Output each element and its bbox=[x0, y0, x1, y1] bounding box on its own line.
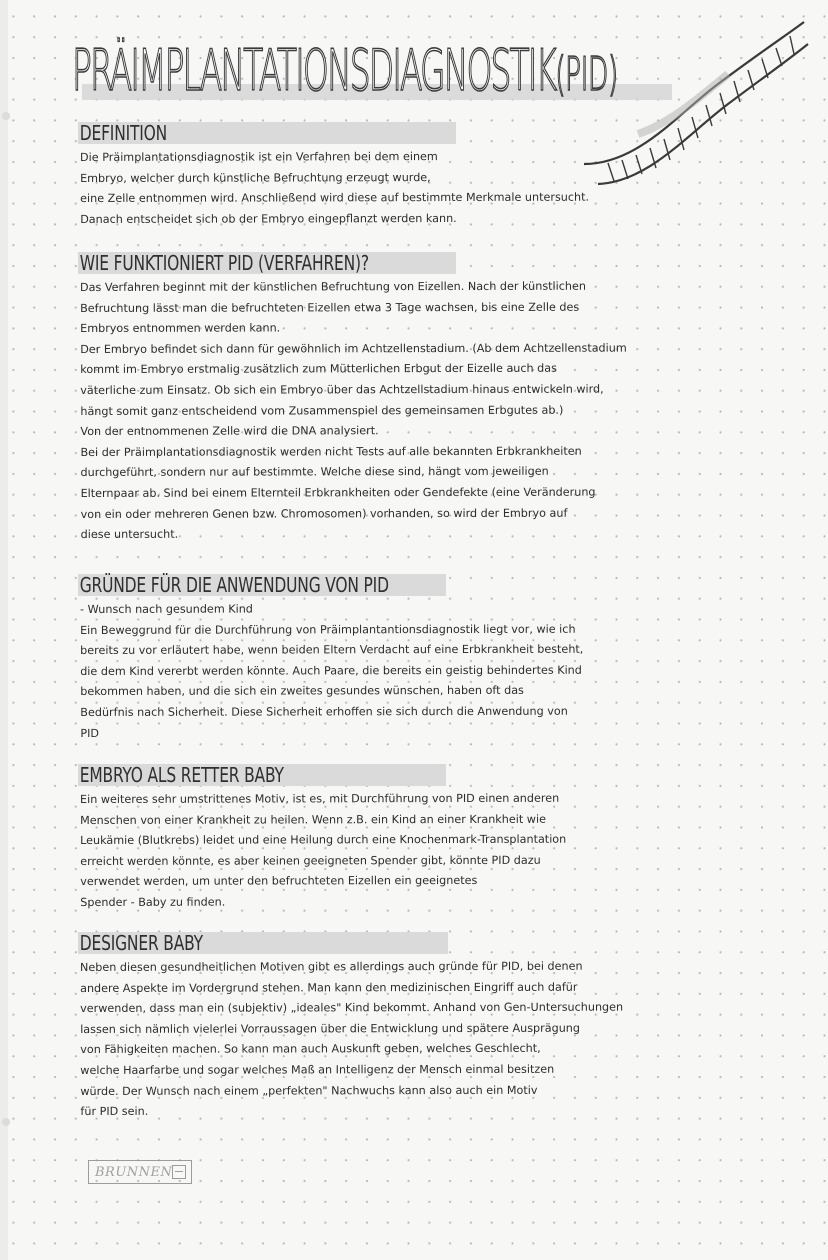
section-body bbox=[78, 956, 778, 1123]
text-line: lassen sich nämlich vielerlei Vorraussagen über die Entwicklung und spätere Ausprägung bbox=[80, 1021, 580, 1036]
text-line: Die Präimplantationsdiagnostik ist ein Verfahren bei dem einem bbox=[80, 150, 438, 164]
binder-hole bbox=[2, 1118, 10, 1126]
text-line: Ein Beweggrund für die Durchführung von Präimplantantionsdiagnostik liegt vor, wie ich bbox=[80, 622, 576, 637]
text-line: Elternpaar ab. Sind bei einem Elternteil Erbkrankheiten oder Gendefekte (eine Veränderung bbox=[80, 485, 596, 500]
text-line: von ein oder mehreren Genen bzw. Chromosomen) vorhanden, so wird der Embryo auf bbox=[80, 506, 568, 521]
text-line: kommt im Embryo erstmalig zusätzlich zum Mütterlichen Erbgut der Eizelle auch das bbox=[80, 362, 557, 377]
section-heading: DEFINITION bbox=[79, 121, 168, 145]
text-line: welche Haarfarbe und sogar welches Maß an Intelligenz der Mensch einmal besitzen bbox=[80, 1062, 555, 1077]
page-title bbox=[72, 36, 618, 114]
section-heading-wrap bbox=[78, 572, 778, 600]
section-heading-wrap bbox=[78, 930, 778, 958]
text-line: für PID sein. bbox=[80, 1104, 149, 1119]
text-line: verwendet werden, um unter den befruchteten Eizellen ein geeignetes bbox=[80, 874, 478, 889]
text-line: Spender - Baby zu finden. bbox=[80, 895, 226, 909]
text-line: Embryos entnommen werden kann. bbox=[80, 321, 281, 336]
section-body bbox=[78, 146, 778, 230]
text-line: Das Verfahren beginnt mit der künstlichen Befruchtung von Eizellen. Nach der künstlichen bbox=[80, 279, 586, 294]
text-line: Embryo, welcher durch künstliche Befruchtung erzeugt wurde, bbox=[80, 170, 431, 185]
text-line: Leukämie (Blutkrebs) leidet und eine Heilung durch eine Knochenmark-Transplantation bbox=[80, 832, 567, 848]
section-gruende bbox=[78, 572, 778, 744]
section-heading-wrap bbox=[78, 762, 778, 790]
section-heading: WIE FUNKTIONIERT PID (VERFAHREN)? bbox=[79, 251, 369, 275]
binder-hole bbox=[2, 112, 10, 120]
brunnen-logo bbox=[88, 1160, 192, 1184]
brand-mark-icon bbox=[172, 1165, 186, 1179]
text-line: - Wunsch nach gesundem Kind bbox=[80, 602, 253, 616]
section-body bbox=[78, 788, 778, 913]
section-heading: DESIGNER BABY bbox=[79, 931, 203, 955]
text-line: Von der entnommenen Zelle wird die DNA analysiert. bbox=[80, 424, 379, 439]
page-edge bbox=[0, 0, 8, 1260]
text-line: Menschen von einer Krankheit zu heilen. Wenn z.B. ein Kind an einer Krankheit wie bbox=[80, 812, 546, 827]
text-line: bereits zu vor erläutert habe, wenn beiden Eltern Verdacht auf eine Erbkrankheit besteht, bbox=[80, 642, 584, 658]
text-line: würde. Der Wunsch nach einem „perfekten" Nachwuchs kann also auch ein Motiv bbox=[80, 1083, 538, 1098]
text-line: PID bbox=[80, 726, 100, 740]
text-line: Ein weiteres sehr umstrittenes Motiv, ist es, mit Durchführung von PID einen anderen bbox=[80, 791, 560, 806]
section-definition bbox=[78, 120, 778, 230]
text-line: durchgeführt, sondern nur auf bestimmte. Welche diese sind, hängt vom jeweiligen bbox=[80, 465, 549, 480]
text-line: die dem Kind vererbt werden könnte. Auch Paare, die bereits ein geistig behindertes Kind bbox=[80, 663, 582, 678]
text-line: väterliche zum Einsatz. Ob sich ein Embryo über das Achtzellstadium hinaus entwickeln wird, bbox=[80, 382, 604, 397]
section-heading-wrap bbox=[78, 250, 778, 278]
section-verfahren bbox=[78, 250, 778, 546]
text-line: verwenden, dass man ein (subjektiv) „ideales" Kind bekommt. Anhand von Gen-Untersuchungen bbox=[80, 1000, 624, 1016]
brand-label: BRUNNEN bbox=[95, 1165, 173, 1180]
text-line: andere Aspekte im Vordergrund stehen. Man kann den medizinischen Eingriff auch dafür bbox=[80, 980, 578, 995]
section-body bbox=[78, 276, 779, 546]
section-heading: EMBRYO ALS RETTER BABY bbox=[79, 763, 284, 787]
text-line: diese untersucht. bbox=[80, 527, 179, 542]
text-line: Befruchtung lässt man die befruchteten Eizellen etwa 3 Tage wachsen, bis eine Zelle des bbox=[80, 300, 580, 315]
text-line: eine Zelle entnommen wird. Anschließend wird diese auf bestimmte Merkmale untersucht. bbox=[80, 190, 590, 206]
title-suffix: (PID) bbox=[555, 47, 618, 101]
text-line: erreicht werden könnte, es aber keinen geeigneten Spender gibt, könnte PID dazu bbox=[80, 853, 541, 868]
text-line: von Fähigkeiten machen. So kann man auch Auskunft geben, welches Geschlecht, bbox=[80, 1042, 541, 1057]
text-line: Danach entscheidet sich ob der Embryo eingepflanzt werden kann. bbox=[80, 211, 457, 226]
section-body bbox=[78, 598, 778, 744]
text-line: Der Embryo befindet sich dann für gewöhnlich im Achtzellenstadium. (Ab dem Achtzellenstadium bbox=[80, 341, 627, 356]
section-heading: GRÜNDE FÜR DIE ANWENDUNG VON PID bbox=[79, 573, 389, 597]
title-main: PRÄIMPLANTATIONSDIAGNOSTIK bbox=[72, 38, 556, 104]
text-line: bekommen haben, und die sich ein zweites gesundes wünschen, haben oft das bbox=[80, 684, 524, 699]
text-line: Bei der Präimplantationsdiagnostik werden nicht Tests auf alle bekannten Erbkrankheiten bbox=[80, 444, 582, 459]
section-retter-baby bbox=[78, 762, 778, 914]
section-heading-wrap bbox=[78, 120, 778, 148]
text-line: Neben diesen gesundheitlichen Motiven gibt es allerdings auch gründe für PID, bei denen bbox=[80, 959, 583, 974]
text-line: Bedürfnis nach Sicherheit. Diese Sicherheit erhoffen sie sich durch die Anwendung von bbox=[80, 704, 568, 719]
text-line: hängt somit ganz entscheidend vom Zusammenspiel des gemeinsamen Erbgutes ab.) bbox=[80, 403, 564, 418]
section-designer-baby bbox=[78, 930, 778, 1123]
